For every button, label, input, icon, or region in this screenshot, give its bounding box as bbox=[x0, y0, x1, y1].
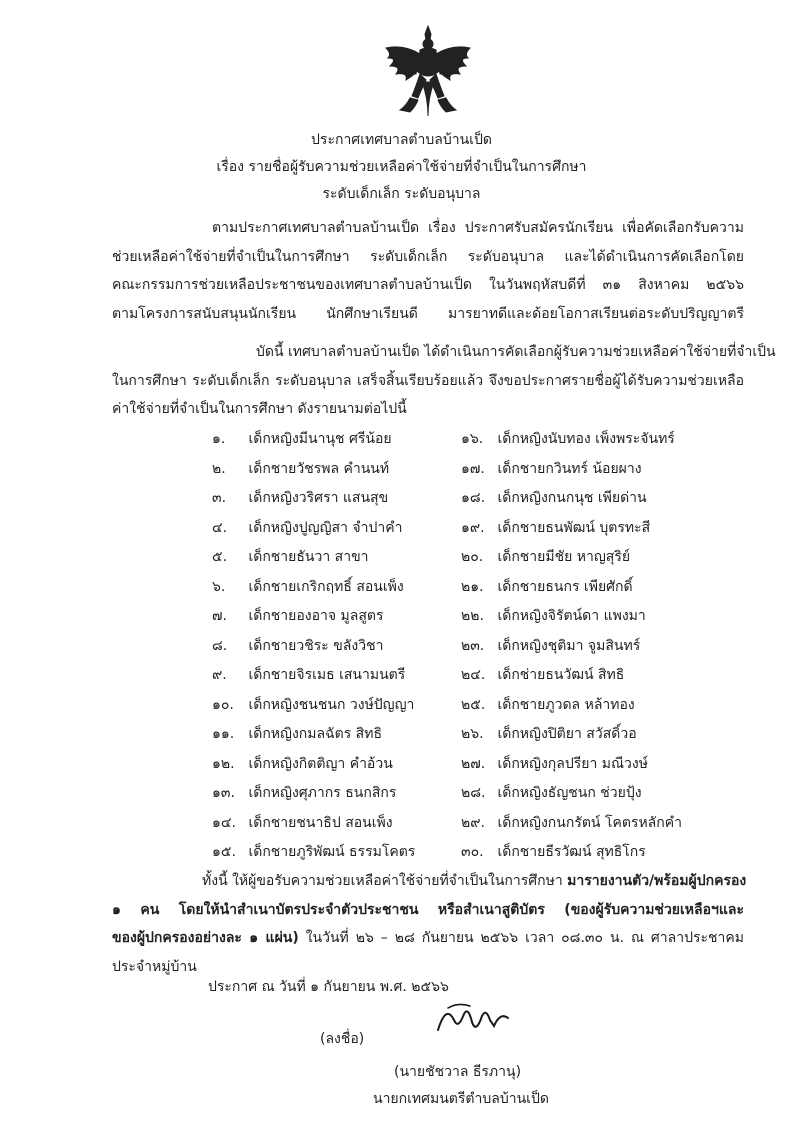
signer-title: นายกเทศมนตรีตำบลบ้านเป็ด bbox=[373, 1091, 549, 1107]
list-item bbox=[461, 484, 647, 514]
list-item-name: เด็กหญิงจิรัตน์ดา แพงมา bbox=[497, 608, 646, 624]
list-item bbox=[461, 455, 642, 485]
paragraph-line: ประจำหมู่บ้าน bbox=[112, 958, 197, 975]
paragraph-line bbox=[112, 867, 747, 896]
table-row bbox=[196, 809, 756, 839]
list-item bbox=[212, 573, 404, 603]
paragraph-line: ในการศึกษา ระดับเด็กเล็ก ระดับอนุบาล เสร็จสิ้นเรียบร้อยแล้ว จึงขอประกาศรายชื่อผู้ได้รับความช่วยเหลือ bbox=[112, 372, 744, 389]
list-item-number: ๒๙. bbox=[461, 814, 485, 831]
garuda-emblem-icon bbox=[376, 24, 480, 120]
list-item bbox=[461, 720, 637, 750]
list-item-name: เด็กหญิงนับทอง เพ็งพระจันทร์ bbox=[497, 431, 675, 447]
table-row bbox=[196, 514, 756, 544]
paragraph-instructions bbox=[112, 867, 747, 981]
list-item-number: ๒๑. bbox=[461, 578, 484, 595]
list-item-name: เด็กหญิงธัญชนก ช่วยปุ้ง bbox=[497, 785, 642, 801]
list-item-number: ๒๒. bbox=[461, 608, 484, 624]
paragraph-line: บัดนี้ เทศบาลตำบลบ้านเป็ด ได้ดำเนินการคัดเลือกผู้รับความช่วยเหลือค่าใช้จ่ายที่จำเป็น bbox=[256, 344, 776, 360]
list-item-name: เด็กชายเกริกฤทธิ์ สอนเพ็ง bbox=[248, 578, 404, 595]
table-row bbox=[196, 632, 756, 662]
list-item-number: ๑๘. bbox=[461, 490, 486, 506]
list-item bbox=[461, 750, 648, 780]
table-row bbox=[196, 838, 756, 868]
list-item-number: ๖. bbox=[212, 578, 226, 595]
handwritten-signature-icon bbox=[428, 1000, 518, 1040]
list-item-name: เด็กชายองอาจ มูลสูตร bbox=[248, 608, 384, 624]
list-item bbox=[212, 484, 388, 514]
list-item-name: เด็กชายธนกร เพียศักดิ์ bbox=[497, 578, 633, 595]
table-row bbox=[196, 750, 756, 780]
list-item-name: เด็กหญิงมีนานุช ศรีน้อย bbox=[248, 431, 392, 447]
paragraph-line: ช่วยเหลือค่าใช้จ่ายที่จำเป็นในการศึกษา ระดับเด็กเล็ก ระดับอนุบาล และได้ดำเนินการคัดเลือกโดย bbox=[112, 248, 744, 265]
list-item-name: เด็กชายจิรเมธ เสนามนตรี bbox=[248, 667, 406, 683]
list-item bbox=[461, 632, 640, 662]
list-item bbox=[461, 573, 633, 603]
list-item bbox=[461, 779, 642, 809]
list-item-name: เด็กหญิงกมลฉัตร สิทธิ bbox=[248, 726, 382, 742]
list-item-number: ๒๓. bbox=[461, 637, 485, 654]
instruction-bold-text: ของผู้ปกครองอย่างละ ๑ แผ่น) bbox=[112, 930, 299, 946]
list-item-number: ๑๓. bbox=[212, 785, 235, 801]
paragraph-line: คณะกรรมการช่วยเหลือประชาชนของเทศบาลตำบลบ้านเป็ด ในวันพฤหัสบดีที่ ๓๑ สิงหาคม ๒๕๖๖ bbox=[112, 277, 744, 293]
list-item-name: เด็กชายวัชรพล คำนนท์ bbox=[248, 460, 390, 477]
list-item bbox=[212, 632, 383, 662]
list-item-number: ๒๐. bbox=[461, 549, 484, 565]
list-item-number: ๑. bbox=[212, 431, 226, 447]
instruction-text: ทั้งนี้ ให้ผู้ขอรับความช่วยเหลือค่าใช้จ่ายที่จำเป็นในการศึกษา bbox=[202, 873, 568, 889]
list-item-name: เด็กหญิงวริศรา แสนสุข bbox=[248, 490, 389, 506]
list-item-name: เด็กหญิงศุภากร ธนกสิกร bbox=[248, 785, 397, 801]
list-item-number: ๒๘. bbox=[461, 785, 486, 801]
list-item-number: ๒๔. bbox=[461, 667, 486, 683]
list-item bbox=[461, 661, 624, 691]
paragraph-line bbox=[112, 924, 744, 953]
table-row bbox=[196, 484, 756, 514]
list-item-name: เด็กหญิงชนชนก วงษ์ปัญญา bbox=[248, 696, 415, 713]
list-item-number: ๒๗. bbox=[461, 755, 486, 772]
list-item bbox=[212, 602, 384, 632]
list-item-number: ๑๗. bbox=[461, 460, 485, 477]
list-item-number: ๗. bbox=[212, 608, 227, 624]
list-item-number: ๑๐. bbox=[212, 696, 234, 713]
list-item bbox=[212, 809, 393, 839]
paragraph-result bbox=[112, 338, 776, 424]
list-item bbox=[212, 838, 415, 868]
paragraph-line: ตามประกาศเทศบาลตำบลบ้านเป็ด เรื่อง ประกาศรับสมัครนักเรียน เพื่อคัดเลือกรับความ bbox=[212, 220, 744, 236]
list-item bbox=[461, 514, 650, 544]
list-item bbox=[212, 720, 382, 750]
table-row bbox=[196, 691, 756, 721]
list-item bbox=[461, 809, 682, 839]
list-item-name: เด็กชายมีชัย หาญสุริย์ bbox=[497, 549, 631, 565]
list-item-name: เด็กหญิงปูญญิสา จำปาคำ bbox=[248, 519, 403, 536]
list-item bbox=[212, 750, 393, 780]
list-item-number: ๒๕. bbox=[461, 696, 486, 713]
table-row bbox=[196, 779, 756, 809]
paragraph-intro bbox=[112, 214, 744, 328]
list-item bbox=[212, 425, 392, 455]
list-item bbox=[461, 691, 635, 721]
signed-label: (ลงชื่อ) bbox=[320, 1031, 365, 1047]
header-line-3: ระดับเด็กเล็ก ระดับอนุบาล bbox=[322, 186, 481, 202]
list-item bbox=[212, 661, 405, 691]
list-item bbox=[212, 455, 389, 485]
list-item-name: เด็กชายธีรวัฒน์ สุทธิโกร bbox=[497, 844, 646, 860]
list-item-number: ๒. bbox=[212, 460, 226, 477]
list-item-name: เด็กหญิงกนกนุช เพียด่าน bbox=[497, 490, 647, 506]
table-row bbox=[196, 455, 756, 485]
table-row bbox=[196, 720, 756, 750]
list-item-number: ๑๕. bbox=[212, 844, 236, 860]
list-item-number: ๑๑. bbox=[212, 726, 235, 742]
list-item-name: เด็กหญิงกุลปรียา มณีวงษ์ bbox=[497, 755, 648, 772]
header-line-1: ประกาศเทศบาลตำบลบ้านเป็ด bbox=[311, 132, 492, 148]
list-item-number: ๒๖. bbox=[461, 726, 484, 742]
list-item bbox=[212, 691, 414, 721]
list-item-name: เด็กชายธนพัฒน์ บุตรทะสี bbox=[497, 519, 651, 536]
recipient-name-list bbox=[196, 425, 756, 868]
announce-date: ประกาศ ณ วันที่ ๑ กันยายน พ.ศ. ๒๕๖๖ bbox=[208, 979, 449, 995]
list-item-number: ๑๔. bbox=[212, 814, 236, 831]
list-item bbox=[212, 514, 402, 544]
table-row bbox=[196, 573, 756, 603]
list-item-name: เด็กหญิงชุติมา จูมสินทร์ bbox=[497, 637, 641, 654]
list-item bbox=[461, 425, 675, 455]
list-item-number: ๑๖. bbox=[461, 431, 484, 447]
list-item-name: เด็กชายกวินทร์ น้อยผาง bbox=[497, 460, 642, 477]
list-item-number: ๑๙. bbox=[461, 519, 485, 536]
paragraph-line: ตามโครงการสนับสนุนนักเรียน นักศึกษาเรียนดี มารยาทดีและด้อยโอกาสเรียนต่อระดับปริญญาตรี bbox=[112, 305, 744, 322]
list-item-name: เด็กหญิงปิติยา สวัสดิ์วอ bbox=[497, 726, 637, 742]
list-item-name: เด็กชายธันวา สาขา bbox=[248, 549, 369, 565]
instruction-bold-text: ๑ คน โดยให้นำสำเนาบัตรประจำตัวประชาชน หรือสำเนาสูติบัตร (ของผู้รับความช่วยเหลือฯและ bbox=[112, 901, 744, 918]
signer-name: (นายชัชวาล ธีรภานุ) bbox=[394, 1064, 522, 1080]
table-row bbox=[196, 425, 756, 455]
list-item-number: ๓๐. bbox=[461, 844, 484, 860]
table-row bbox=[196, 543, 756, 573]
list-item bbox=[461, 543, 630, 573]
list-item bbox=[212, 543, 369, 573]
list-item-name: เด็กชายวชิระ ขลังวิชา bbox=[248, 637, 384, 654]
list-item-name: เด็กชายชนาธิป สอนเพ็ง bbox=[248, 814, 393, 831]
list-item-name: เด็กชายภูวดล หล้าทอง bbox=[497, 696, 635, 713]
list-item-name: เด็กหญิงกิตติญา คำอ้วน bbox=[248, 755, 393, 772]
list-item-name: เด็กหญิงกนกรัตน์ โคตรหลักคำ bbox=[497, 814, 682, 831]
table-row bbox=[196, 661, 756, 691]
list-item bbox=[461, 838, 646, 868]
table-row bbox=[196, 602, 756, 632]
instruction-text: ในวันที่ ๒๖ – ๒๘ กันยายน ๒๕๖๖ เวลา ๐๘.๓๐ น. ณ ศาลาประชาคม bbox=[298, 930, 744, 946]
list-item bbox=[212, 779, 396, 809]
list-item-number: ๑๒. bbox=[212, 755, 235, 772]
list-item-number: ๘. bbox=[212, 637, 228, 654]
list-item-number: ๙. bbox=[212, 667, 227, 683]
list-item bbox=[461, 602, 646, 632]
list-item-name: เด็กชายภูริพัฒน์ ธรรมโคตร bbox=[248, 844, 416, 860]
list-item-number: ๔. bbox=[212, 519, 228, 536]
paragraph-line: ค่าใช้จ่ายที่จำเป็นในการศึกษา ดังรายนามต่อไปนี้ bbox=[112, 401, 407, 417]
list-item-number: ๕. bbox=[212, 549, 228, 565]
list-item-name: เด็กช่ายธนวัฒน์ สิทธิ bbox=[497, 667, 625, 683]
header-line-2: เรื่อง รายชื่อผู้รับความช่วยเหลือค่าใช้จ่ายที่จำเป็นในการศึกษา bbox=[216, 159, 587, 175]
list-item-number: ๓. bbox=[212, 490, 227, 506]
instruction-bold-text: มารายงานตัว/พร้อมผู้ปกครอง bbox=[567, 873, 747, 889]
